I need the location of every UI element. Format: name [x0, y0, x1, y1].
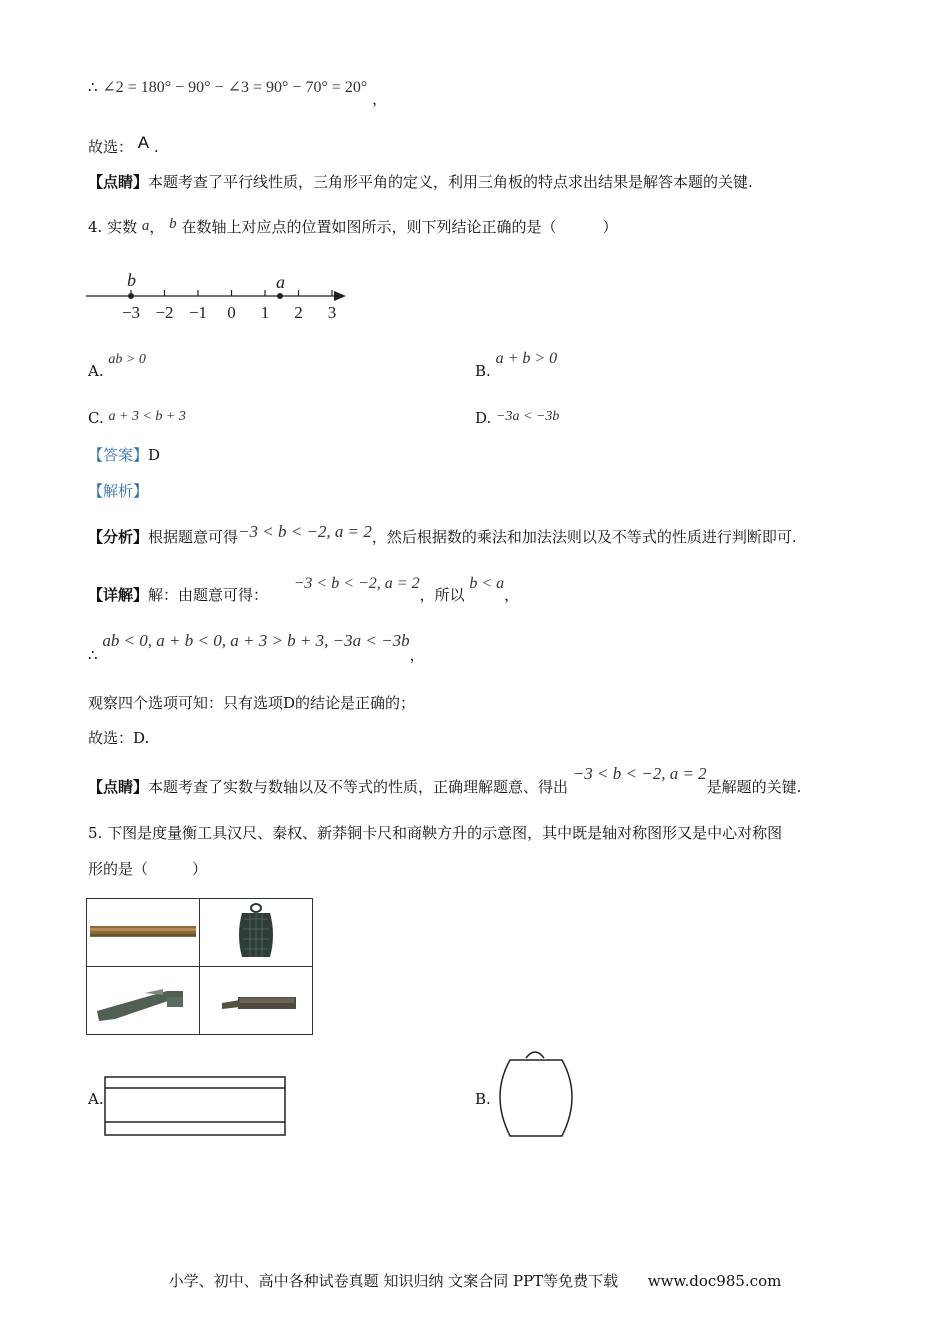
option-a-expr: ab > 0 — [108, 352, 146, 367]
xinmang-caliper-image — [87, 967, 199, 1030]
point-b — [128, 293, 134, 299]
detail-text-a: 解：由题意可得： — [148, 586, 269, 604]
axis-tick-label: −2 — [155, 303, 174, 322]
answer — [88, 444, 160, 465]
analysis-tag: 【解析】 — [88, 482, 149, 500]
sep: ， — [149, 218, 165, 236]
han-ruler-image — [87, 899, 199, 962]
choose-value: A — [137, 133, 150, 152]
detail-text-c: ， — [504, 586, 520, 604]
axis-tick-label: 3 — [327, 303, 337, 322]
q4-stem-mid: 在数轴上对应点的位置如图所示，则下列结论正确的是（ — [181, 218, 557, 236]
q5-stem-text1: 5. 下图是度量衡工具汉尺、秦权、新莽铜卡尺和商鞅方升的示意图，其中既是轴对称图形又是中心对称图 — [88, 824, 783, 842]
choose-label: 故选： — [88, 138, 134, 156]
tools-image-grid — [86, 898, 313, 1035]
detail — [88, 575, 520, 605]
option-c[interactable] — [88, 409, 186, 428]
q5-option-a-label[interactable] — [88, 1090, 104, 1108]
axis-tick-label: −3 — [121, 303, 141, 322]
option-c-label: C. — [88, 409, 104, 427]
q5-stem-line1 — [88, 822, 782, 843]
choose-end: . — [153, 138, 159, 156]
angle-equation: ∠2 = 180° − 90° − ∠3 = 90° − 70° = 20° — [102, 79, 368, 96]
xinmang-caliper-cell — [87, 967, 200, 1035]
q4-comment-tag: 【点睛】 — [88, 778, 149, 796]
therefore-symbol-2: ∴ — [88, 646, 98, 664]
page-footer — [0, 1270, 950, 1291]
option-b-label: B. — [475, 362, 491, 380]
q5-stem-text2: 形的是（ — [88, 860, 149, 878]
fenxi-tag: 【分析】 — [88, 528, 149, 546]
answer-tag: 【答案】 — [88, 446, 149, 464]
option-c-expr: a + 3 < b + 3 — [108, 409, 186, 424]
option-a[interactable] — [88, 352, 146, 381]
axis-tick-label: 1 — [260, 303, 270, 322]
answer-value: D — [148, 446, 161, 464]
prev-choice — [88, 133, 159, 157]
option-d-label: D. — [475, 409, 492, 427]
q5-option-b-figure — [490, 1044, 582, 1140]
detail-text-b: ，所以 — [419, 586, 465, 604]
qin-weight-image — [200, 899, 312, 962]
conclusion-expr: ab < 0, a + b < 0, a + 3 > b + 3, −3a < −3b — [102, 631, 410, 650]
var-b: b — [169, 216, 177, 232]
comma: ， — [372, 90, 388, 108]
comment-text: 本题考查了平行线性质，三角形平角的定义，利用三角板的特点求出结果是解答本题的关键. — [148, 173, 753, 191]
q5-option-b-text: B. — [475, 1090, 491, 1108]
q4-choose-text: 故选：D. — [88, 729, 150, 747]
observe-text: 观察四个选项可知：只有选项D的结论是正确的； — [88, 694, 416, 712]
analysis-tag-line — [88, 480, 148, 501]
q4-stem-end: ） — [602, 218, 618, 236]
han-ruler-cell — [87, 899, 200, 967]
q5-option-a-text: A. — [88, 1090, 104, 1108]
q5-option-b-label[interactable] — [475, 1090, 491, 1108]
number-line — [84, 270, 354, 330]
q4-stem — [88, 216, 617, 237]
detail-expr2: b < a — [469, 575, 505, 592]
q4-comment-b: 是解题的关键. — [706, 778, 802, 796]
axis-tick-label: 2 — [294, 303, 303, 322]
fenxi-text-a: 根据题意可得 — [148, 528, 239, 546]
axis-tick-label: 0 — [227, 303, 236, 322]
footer-text: 小学、初中、高中各种试卷真题 知识归纳 文案合同 PPT等免费下载 — [168, 1272, 619, 1290]
option-a-label: A. — [88, 362, 104, 380]
shangyang-fangsheng-image — [200, 967, 312, 1030]
q5-stem-end: ） — [192, 860, 208, 878]
footer-url[interactable]: www.doc985.com — [647, 1272, 782, 1290]
q4-comment-a: 本题考查了实数与数轴以及不等式的性质，正确理解题意、得出 — [148, 778, 569, 796]
option-b[interactable] — [475, 350, 558, 381]
detail-tag: 【详解】 — [88, 586, 149, 604]
axis-tick-label: −1 — [188, 303, 208, 322]
q5-option-a-figure — [104, 1076, 288, 1138]
q4-choose — [88, 727, 149, 748]
comment-tag: 【点睛】 — [88, 173, 149, 191]
q5-stem-line2 — [88, 858, 207, 879]
option-d-expr: −3a < −3b — [496, 409, 560, 424]
shangyang-fangsheng-cell — [200, 967, 313, 1035]
q4-comment-expr: −3 < b < −2, a = 2 — [572, 764, 707, 783]
fenxi-text-b: ，然后根据数的乘法和加法法则以及不等式的性质进行判断即可. — [371, 528, 797, 546]
prev-equation — [88, 76, 388, 108]
q4-stem-start: 4. 实数 — [88, 218, 138, 236]
fenxi — [88, 522, 797, 547]
conclusion-end: ， — [409, 646, 425, 664]
option-d[interactable] — [475, 409, 559, 428]
point-a — [277, 293, 283, 299]
conclusion — [88, 631, 425, 665]
var-a: a — [141, 218, 150, 234]
point-a-label: a — [276, 272, 285, 292]
detail-expr: −3 < b < −2, a = 2 — [293, 575, 420, 592]
therefore-symbol: ∴ — [88, 78, 98, 96]
qin-weight-cell — [200, 899, 313, 967]
prev-comment — [88, 171, 753, 192]
q4-comment — [88, 764, 802, 797]
option-b-expr: a + b > 0 — [495, 350, 558, 367]
observe — [88, 692, 415, 713]
fenxi-expr: −3 < b < −2, a = 2 — [238, 522, 372, 541]
point-b-label: b — [127, 270, 136, 290]
